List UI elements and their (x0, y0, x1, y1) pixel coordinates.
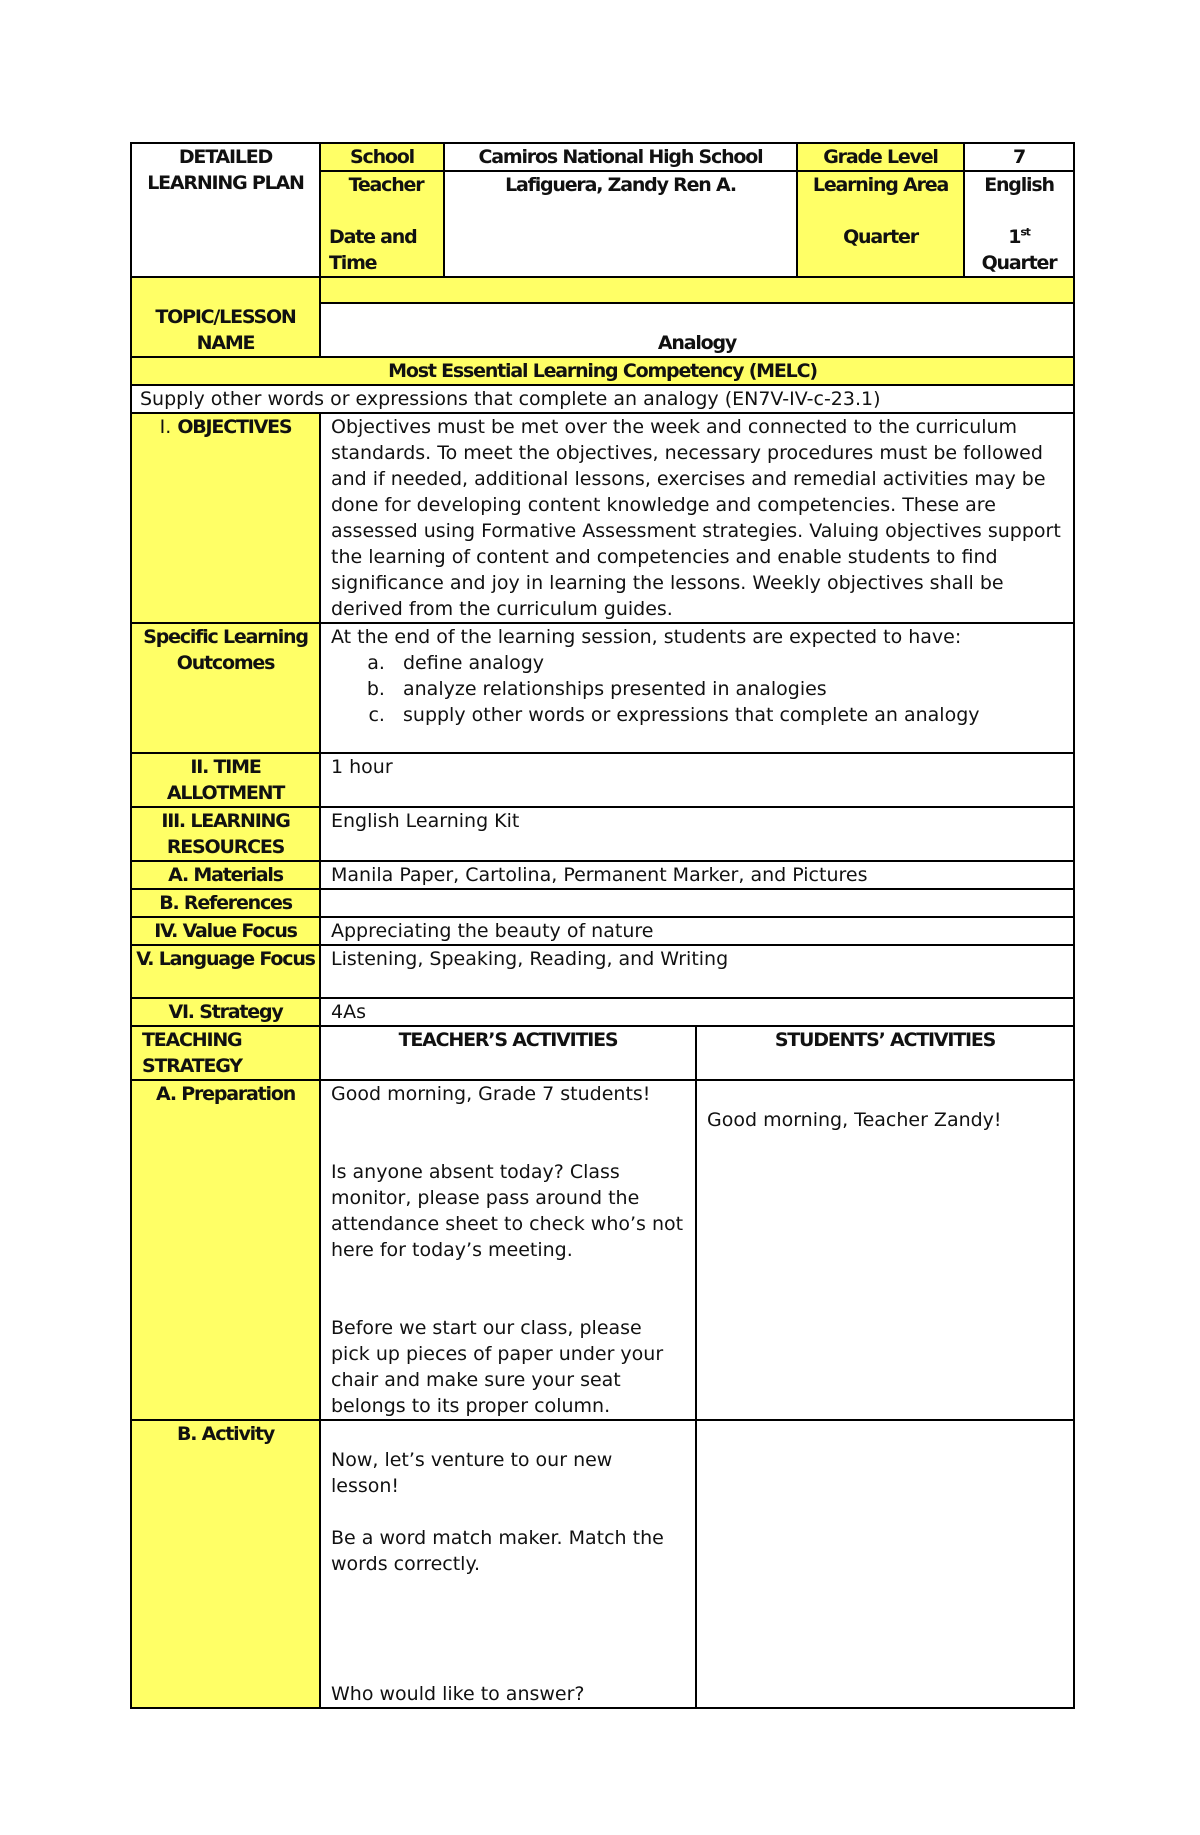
objectives-label: I. OBJECTIVES (131, 413, 320, 623)
teacher-line: Now, let’s venture to our new lesson! (331, 1449, 613, 1497)
grade-label: Grade Level (797, 143, 964, 171)
language-focus-value: Listening, Speaking, Reading, and Writing (320, 945, 1074, 998)
main-table (130, 276, 1075, 1709)
teacher-date-labels (320, 171, 444, 277)
topic-spacer (320, 277, 1074, 303)
area-label: Learning Area (812, 174, 949, 196)
outcomes-list (331, 650, 1063, 728)
teacher-label: Teacher (348, 174, 424, 196)
teacher-line: Is anyone absent today? Class monitor, please pass around the attendance sheet to check who’s not here for today’s meeting. (331, 1161, 684, 1261)
area-value: English (984, 174, 1054, 196)
melc-title: Most Essential Learning Competency (MELC) (131, 357, 1074, 385)
outcome-item: a. define analogy (391, 650, 1063, 676)
quarter-label: Quarter (843, 226, 918, 248)
grade-value: 7 (964, 143, 1074, 171)
value-focus-value: Appreciating the beauty of nature (320, 917, 1074, 945)
topic-label: TOPIC/LESSON NAME (131, 277, 320, 357)
teacher-value: Lafiguera, Zandy Ren A. (444, 171, 797, 277)
resources-label: III. LEARNING RESOURCES (131, 807, 320, 861)
strategy-value: 4As (320, 998, 1074, 1026)
activity-student (696, 1420, 1074, 1708)
school-value: Camiros National High School (444, 143, 797, 171)
lesson-plan (130, 142, 1073, 1709)
teacher-line: Who would like to answer? (331, 1683, 585, 1705)
quarter-value: 1st (1008, 225, 1030, 248)
materials-value: Manila Paper, Cartolina, Permanent Marker, and Pictures (320, 861, 1074, 889)
teaching-strategy-label: TEACHING STRATEGY (131, 1026, 320, 1080)
area-quarter-values (964, 171, 1074, 277)
preparation-label: A. Preparation (131, 1080, 320, 1420)
activity-label: B. Activity (131, 1420, 320, 1708)
teacher-line: Be a word match maker. Match the words correctly. (331, 1527, 664, 1575)
school-label: School (320, 143, 444, 171)
student-line: Good morning, Teacher Zandy! (707, 1109, 1002, 1131)
teacher-activities-header: TEACHER’S ACTIVITIES (320, 1026, 696, 1080)
topic-value: Analogy (320, 303, 1074, 357)
references-value (320, 889, 1074, 917)
preparation-teacher (320, 1080, 696, 1420)
area-quarter-labels (797, 171, 964, 277)
outcomes-intro: At the end of the learning session, students are expected to have: (331, 626, 962, 648)
date-label: Date and Time (329, 226, 417, 274)
materials-label: A. Materials (131, 861, 320, 889)
objectives-text: Objectives must be met over the week and connected to the curriculum standards. To meet the objectives, necessary procedures must be followed and if needed, additional lessons, exercises and remedial activities may be done for developing content knowledge and competencies. These are assessed using Formative Assessment strategies. Valuing objectives support the learning of content and competencies and enable students to find significance and joy in learning the lessons. Weekly objectives shall be derived from the curriculum guides. (320, 413, 1074, 623)
outcome-item: b. analyze relationships presented in analogies (391, 676, 1063, 702)
plan-title: DETAILED LEARNING PLAN (131, 143, 320, 277)
melc-text: Supply other words or expressions that complete an analogy (EN7V-IV-c-23.1) (131, 385, 1074, 413)
activity-teacher (320, 1420, 696, 1708)
teacher-line: Before we start our class, please pick up pieces of paper under your chair and make sure your seat belongs to its proper column. (331, 1317, 664, 1417)
outcomes-content (320, 623, 1074, 753)
preparation-student (696, 1080, 1074, 1420)
language-focus-label: V. Language Focus (131, 945, 320, 998)
outcome-item: c. supply other words or expressions that complete an analogy (391, 702, 1063, 728)
time-label: II. TIME ALLOTMENT (131, 753, 320, 807)
strategy-label: VI. Strategy (131, 998, 320, 1026)
quarter-value-word: Quarter (981, 252, 1057, 274)
student-activities-header: STUDENTS’ ACTIVITIES (696, 1026, 1074, 1080)
teacher-line: Good morning, Grade 7 students! (331, 1083, 651, 1105)
resources-value: English Learning Kit (320, 807, 1074, 861)
header-table (130, 142, 1075, 278)
time-value: 1 hour (320, 753, 1074, 807)
outcomes-label: Specific Learning Outcomes (131, 623, 320, 753)
references-label: B. References (131, 889, 320, 917)
value-focus-label: IV. Value Focus (131, 917, 320, 945)
